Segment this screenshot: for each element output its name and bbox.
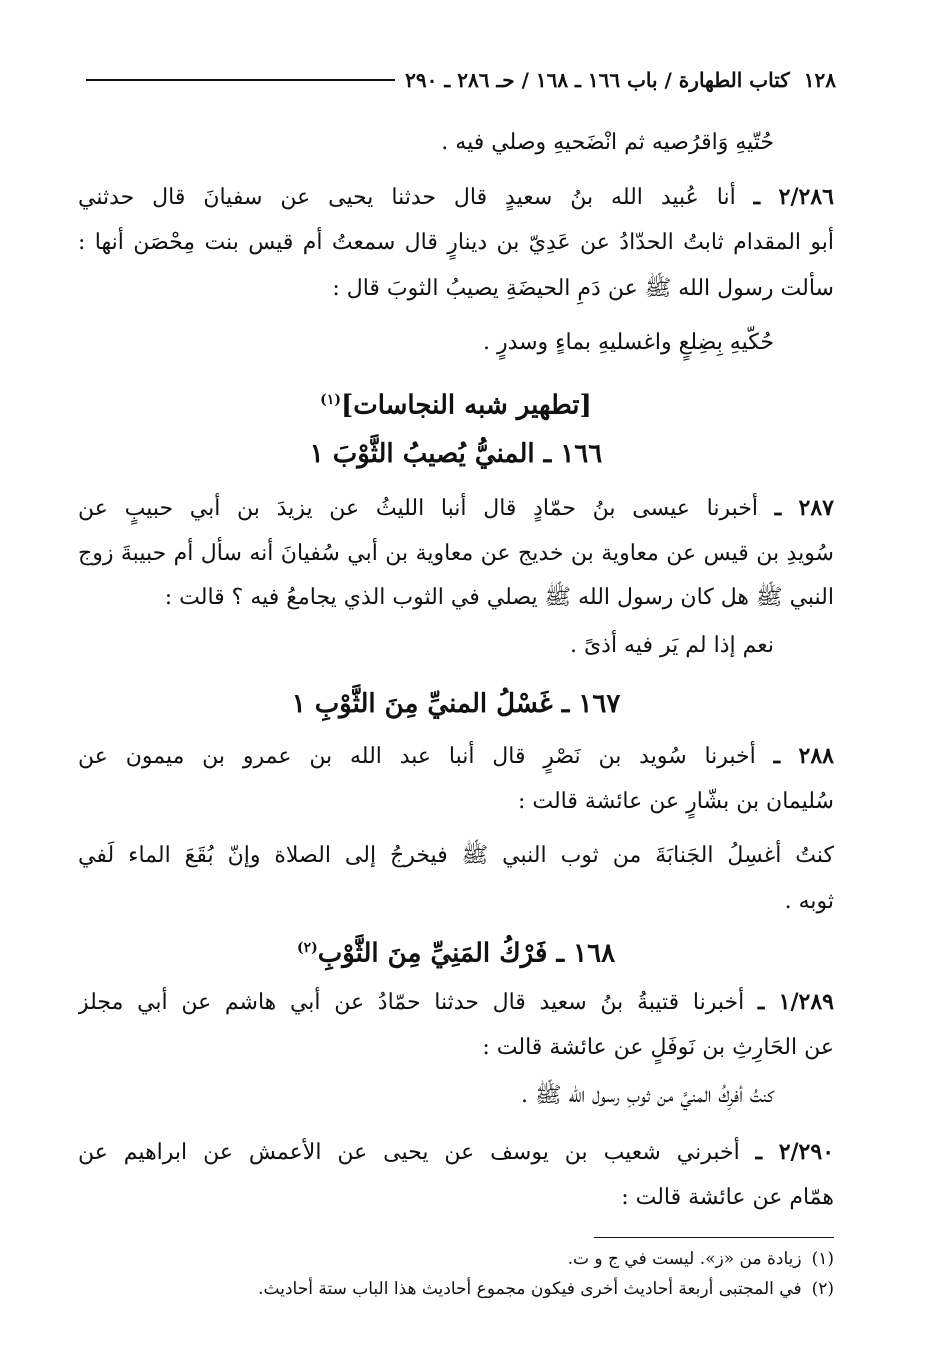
header-rule — [86, 79, 395, 81]
hadith-288 — [78, 738, 834, 776]
footnote-rule — [594, 1237, 834, 1238]
footnote — [78, 1246, 834, 1274]
footnote-text: في المجتبى أربعة أحاديث أخرى فيكون مجموع أحاديث هذا الباب ستة أحاديث. — [258, 1279, 802, 1299]
hadith-text: أخبرنا سُويد بن نَصْرٍ قال أنبا عبد الله بن عمرو بن ميمون عن — [78, 744, 756, 769]
text-line: كنتُ أغسِلُ الجَنابَةَ من ثوب النبي ﷺ فيخرجُ إلى الصلاة وإنّ بُقَعَ الماء لَفي — [78, 843, 834, 868]
text-line: حُتّيهِ وَاقرُصيه ثم انْضَحيهِ وصلي فيه . — [441, 130, 774, 155]
text-line: نعم إذا لم يَر فيه أذىً . — [569, 633, 774, 658]
hadith-number: ٢/٢٨٦ ـ — [753, 184, 834, 210]
hadith-289 — [78, 984, 834, 1022]
page-number: ١٢٨ — [803, 68, 836, 92]
hadith-text: أخبرني شعيب بن يوسف عن يحيى عن الأعمش عن ابراهيم عن — [78, 1140, 740, 1165]
text-line: همّام عن عائشة قالت : — [621, 1185, 834, 1210]
chapter-heading-166: ١٦٦ ـ المنيُّ يُصيبُ الثَّوْبَ ١ — [309, 439, 603, 469]
hadith-text: أخبرنا قتيبةُ بنُ سعيد قال حدثنا حمّادُ عن أبي هاشم عن أبي مجلز — [78, 990, 745, 1015]
chapter-heading-168 — [78, 928, 834, 970]
section-heading — [78, 380, 834, 422]
footnote-number: (٢) — [811, 1279, 834, 1299]
hadith-number: ١/٢٨٩ ـ — [757, 989, 834, 1015]
footnote-number: (١) — [811, 1249, 834, 1269]
chapter-heading-167: ١٦٧ ـ غَسْلُ المنيِّ مِنَ الثَّوْبِ ١ — [291, 689, 621, 719]
heading-text: ١٦٨ ـ فَرْكُ المَنِيِّ مِنَ الثَّوْبِ — [317, 938, 616, 969]
text-line: كنتُ أفرِكُ المنيَّ من ثوبِ رسول الله ﷺ . — [521, 1083, 774, 1108]
text-line: أبو المقدام ثابتُ الحدّادُ عن عَدِيّ بن دينارٍ قال سمعتُ أم قيس بنت مِحْصَن أنها : — [78, 230, 834, 255]
heading-text: [تطهير شبه النجاسات] — [340, 390, 592, 421]
hadith-290 — [78, 1134, 834, 1172]
text-line: سألت رسول الله ﷺ عن دَمِ الحيضَةِ يصيبُ الثوبَ قال : — [332, 276, 834, 301]
footnote-text: زيادة من «ز». ليست في ج و ت. — [567, 1249, 802, 1269]
hadith-287 — [78, 490, 834, 528]
hadith-number: ٢٨٨ ـ — [773, 743, 834, 769]
hadith-number: ٢/٢٩٠ ـ — [755, 1139, 834, 1165]
running-header — [76, 64, 836, 96]
hadith-286 — [78, 179, 834, 217]
chapter-title: كتاب الطهارة / باب ١٦٦ ـ ١٦٨ / حـ ٢٨٦ ـ ٢٩٠ — [405, 68, 790, 92]
text-line: النبي ﷺ هل كان رسول الله ﷺ يصلي في الثوب الذي يجامعُ فيه ؟ قالت : — [164, 585, 834, 610]
hadith-text: أخبرنا عيسى بنُ حمّادٍ قال أنبا الليثُ عن يزيدَ بن أبي حبيبٍ عن — [78, 496, 758, 521]
text-line: سُويدِ بن قيس عن معاوية بن خديج عن معاوية بن أبي سُفيانَ أنه سأل أم حبيبةَ زوج — [78, 541, 834, 566]
text-line: عن الحَارِثِ بن نَوفَلٍ عن عائشة قالت : — [482, 1035, 834, 1060]
text-line: سُليمان بن بشّارٍ عن عائشة قالت : — [517, 789, 834, 814]
text-line: ثوبه . — [784, 889, 834, 914]
footnote-ref: (١) — [320, 392, 341, 408]
hadith-number: ٢٨٧ ـ — [774, 495, 834, 521]
footnote-ref: (٢) — [296, 940, 318, 956]
footnote — [78, 1276, 834, 1304]
text-line: حُكّيهِ بِضِلعٍ واغسليهِ بماءٍ وسدرٍ . — [482, 330, 774, 355]
hadith-text: أنا عُبيد الله بنُ سعيدٍ قال حدثنا يحيى عن سفيانَ قال حدثني — [78, 185, 736, 210]
